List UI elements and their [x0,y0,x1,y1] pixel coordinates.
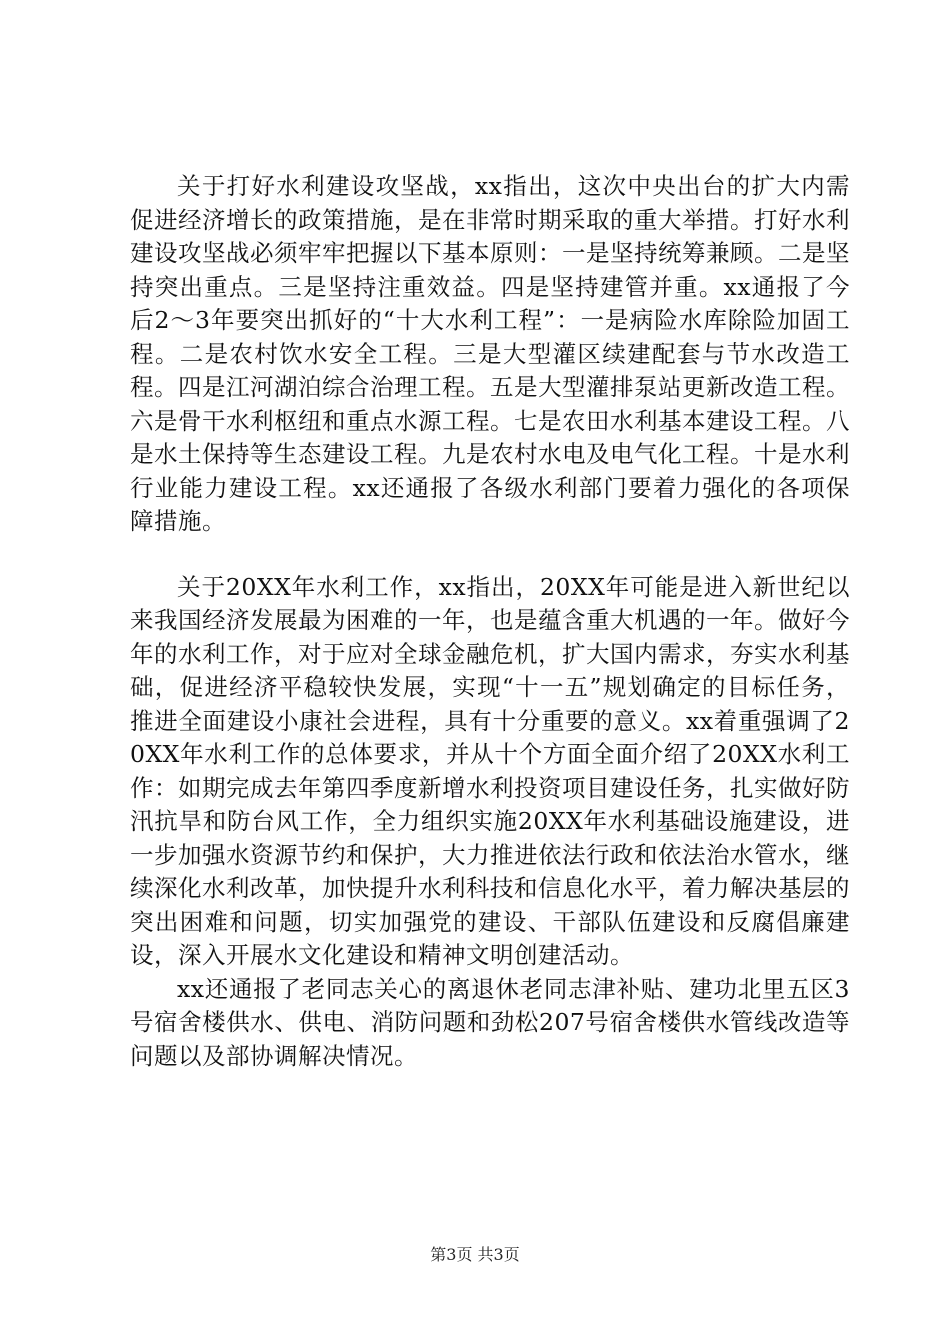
paragraph-water-construction: 关于打好水利建设攻坚战，xx指出，这次中央出台的扩大内需促进经济增长的政策措施，是在非常时期采取的重大举措。打好水利建设攻坚战必须牢牢把握以下基本原则：一是坚持统筹兼顾。二是坚持突出重点。三是坚持注重效益。四是坚持建管并重。xx通报了今后2～3年要突出抓好的“十大水利工程”：一是病险水库除险加固工程。二是农村饮水安全工程。三是大型灌区续建配套与节水改造工程。四是江河湖泊综合治理工程。五是大型灌排泵站更新改造工程。六是骨干水利枢纽和重点水源工程。七是农田水利基本建设工程。八是水土保持等生态建设工程。九是农村水电及电气化工程。十是水利行业能力建设工程。xx还通报了各级水利部门要着力强化的各项保障措施。 [130,172,850,535]
paragraph-annual-water-work: 关于20XX年水利工作，xx指出，20XX年可能是进入新世纪以来我国经济发展最为困难的一年，也是蕴含重大机遇的一年。做好今年的水利工作，对于应对全球金融危机，扩大国内需求，夯实水利基础，促进经济平稳较快发展，实现“十一五”规划确定的目标任务，推进全面建设小康社会进程，具有十分重要的意义。xx着重强调了20XX年水利工作的总体要求，并从十个方面全面介绍了20XX水利工作：如期完成去年第四季度新增水利投资项目建设任务，扎实做好防汛抗旱和防台风工作，全力组织实施20XX年水利基础设施建设，进一步加强水资源节约和保护，大力推进依法行政和依法治水管水，继续深化水利改革，加快提升水利科技和信息化水平，着力解决基层的突出困难和问题，切实加强党的建设、干部队伍建设和反腐倡廉建设，深入开展水文化建设和精神文明创建活动。 [130,572,850,969]
page-number-footer: 第3页 共3页 [430,1245,520,1264]
document-body [130,170,850,1073]
paragraph-retiree-issues: xx还通报了老同志关心的离退休老同志津补贴、建功北里五区3号宿舍楼供水、供电、消防问题和劲松207号宿舍楼供水管线改造等问题以及部协调解决情况。 [130,974,850,1070]
paragraph-spacer [130,539,850,571]
